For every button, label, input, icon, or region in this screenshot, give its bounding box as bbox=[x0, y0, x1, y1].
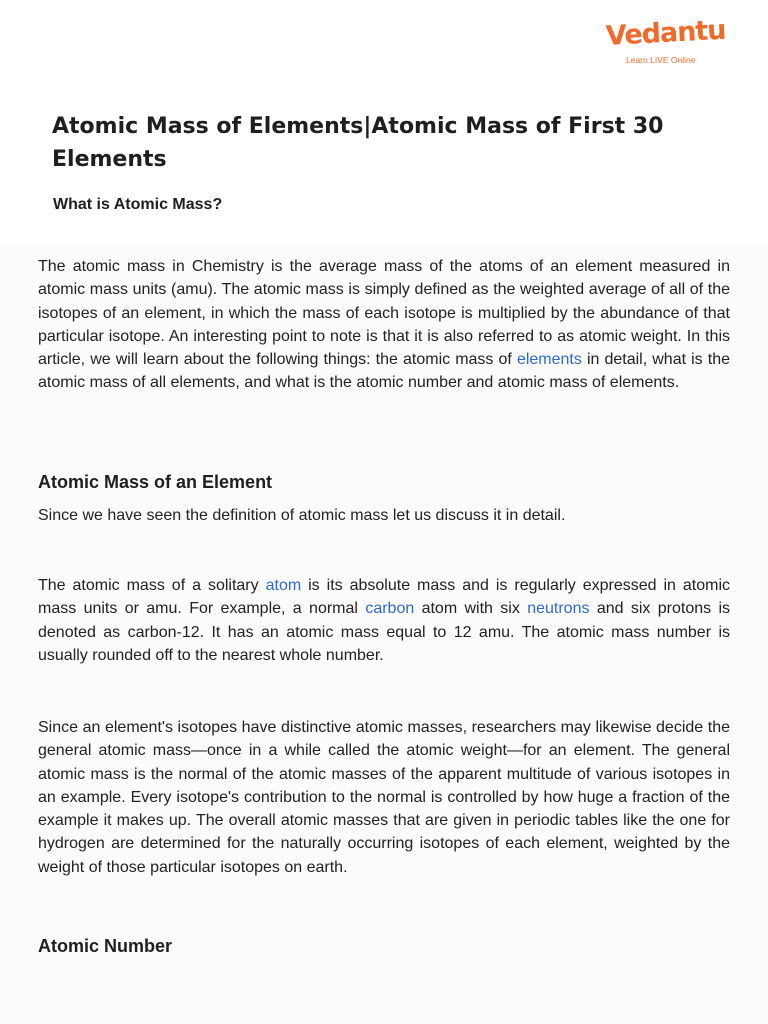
intro-paragraph bbox=[38, 255, 730, 395]
definition-paragraph: Since we have seen the definition of atomic mass let us discuss it in detail. bbox=[38, 507, 566, 524]
para-text-4: and six protons is denoted as carbon-12. It has an atomic mass equal to 12 amu. The atomic mass number is usually rounded off to the nearest whole number. bbox=[38, 600, 731, 664]
solitary-atom-paragraph bbox=[38, 574, 730, 667]
page-subtitle: What is Atomic Mass? bbox=[53, 196, 223, 213]
logo-wordmark: Vedantu bbox=[605, 14, 727, 52]
article-body bbox=[0, 244, 768, 1024]
isotopes-paragraph: Since an element's isotopes have distinctive atomic masses, researchers may likewise decide the general atomic mass—once in a while called the atomic weight—for an element. The general atomic mass is the normal of the atomic masses of the apparent multitude of various isotopes in an example. Every isotope's contribution to the normal is controlled by how huge a fraction of the example it makes up. The overall atomic masses that are given in periodic tables like the one for hydrogen are determined for the naturally occurring isotopes of each element, weighted by the weight of those particular isotopes on earth. bbox=[38, 719, 730, 876]
section-heading-atomic-mass: Atomic Mass of an Element bbox=[38, 472, 273, 492]
intro-text-2: in detail, what is the atomic mass of all elements, and what is the atomic number and atomic mass of elements. bbox=[38, 351, 730, 392]
elements-link[interactable]: elements bbox=[516, 351, 582, 369]
section-heading-atomic-number: Atomic Number bbox=[38, 936, 173, 956]
vedantu-logo[interactable] bbox=[605, 14, 727, 72]
atom-link[interactable]: atom bbox=[265, 577, 302, 594]
page-title: Atomic Mass of Elements|Atomic Mass of First 30 Elements bbox=[52, 114, 664, 172]
para-text-3: atom with six bbox=[414, 600, 528, 618]
intro-text-1: The atomic mass in Chemistry is the average mass of the atoms of an element measured in atomic mass units (amu). The atomic mass is simply defined as the weighted average of all of the isotopes of an element, in which the mass of each isotope is multiplied by the abundance of that particular isotope. An interesting point to note is that it is also referred to as atomic weight. In this article, we will learn about the following things: the atomic mass of bbox=[38, 258, 730, 369]
neutrons-link[interactable]: neutrons bbox=[527, 600, 590, 618]
carbon-link[interactable]: carbon bbox=[365, 600, 415, 618]
para-text-2: is its absolute mass and is regularly expressed in atomic mass units or amu. For example, a normal bbox=[38, 577, 731, 618]
para-text-1: The atomic mass of a solitary bbox=[38, 577, 266, 594]
logo-tagline: Learn LIVE Online bbox=[626, 55, 696, 65]
